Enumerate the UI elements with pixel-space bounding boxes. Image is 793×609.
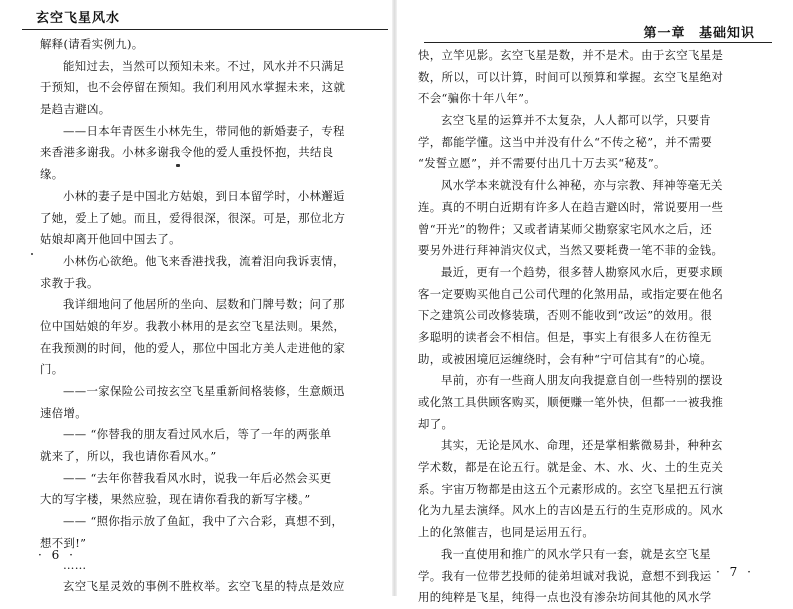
text-line: 于预知，也不会停留在预知。我们利用风水掌握未来，这就 (40, 80, 346, 95)
text-line: 在我预测的时间，他的爱人，那位中国北方美人走进他的家 (40, 340, 346, 355)
scan-speck (176, 164, 180, 167)
text-line: 小林的妻子是中国北方姑娘，到日本留学时，小林邂逅 (63, 188, 345, 203)
header-rule (22, 29, 388, 30)
text-line: 玄空飞星灵效的事例不胜枚举。玄空飞星的特点是效应 (63, 579, 345, 594)
running-head: 第一章 基础知识 (643, 26, 755, 41)
text-line: 能知过去，当然可以预知未来。不过，风水并不只满足 (63, 58, 345, 73)
text-line: 门。 (40, 362, 64, 377)
text-line: 快，立竿见影。玄空飞星是数，并不是术。由于玄空飞星是 (418, 48, 724, 62)
header-rule (424, 42, 772, 43)
page-number: · 7 · (716, 565, 754, 579)
text-line: 风水学本来就没有什么神秘，亦与宗教、拜神等毫无关 (441, 178, 723, 193)
text-line: 连。真的不明白近期有许多人在趋吉避凶时，常说要用一些 (418, 199, 724, 214)
text-line: 上的化煞催吉，也同是运用五行。 (418, 525, 595, 540)
page-number: · 6 · (38, 548, 76, 562)
text-line: 下之建筑公司改修装璜，否则不能收到“改运”的效用。很 (418, 308, 713, 323)
text-line: 姑娘却离开他回中国去了。 (40, 232, 181, 247)
text-line: …… (63, 557, 87, 572)
text-line: 化为九星去演绎。风水上的吉凶是五行的生克形成的。风水 (418, 503, 724, 518)
text-line: 学，都能学懂。这当中并没有什么“不传之秘”，并不需要 (418, 134, 713, 149)
text-line: 求教于我。 (40, 275, 99, 290)
text-line: 小林伤心欲绝。他飞来香港找我，流着泪向我诉衷情， (63, 253, 345, 268)
text-line: 曾“开光”的物件；又或者请某师父勘察家宅风水之后，还 (418, 221, 713, 236)
text-line: 数，所以，可以计算，时间可以预算和掌握。玄空飞星绝对 (418, 69, 724, 84)
text-line: 学术数，都是在论五行。就是金、木、水、火、土的生克关 (418, 460, 724, 475)
text-line: 不会“骗你十年八年”。 (418, 91, 537, 106)
text-line: 解释(请看实例九)。 (40, 37, 144, 51)
text-line: 其实，无论是风水、命理，还是掌相紫微易卦，种种玄 (441, 438, 723, 453)
text-line: ——一家保险公司按玄空飞星重新间格装修，生意颇迅 (63, 384, 345, 398)
text-line: 助，或被困境厄运缠绕时，会有种“宁可信其有”的心境。 (418, 351, 713, 366)
text-line: —— “你替我的朋友看过风水后，等了一年的两张单 (63, 427, 332, 442)
scan-speck (31, 253, 33, 255)
text-line: 要另外进行拜神消灾仪式，当然又要耗费一笔不菲的金钱。 (418, 243, 724, 258)
text-line: 就来了，所以，我也请你看风水。” (40, 449, 217, 464)
text-line: 或化煞工具供顾客购买，顺便赚一笔外快，但都一一被我推 (418, 395, 724, 409)
text-line: 缘。 (40, 167, 64, 182)
text-line: 用的纯粹是飞星，纯得一点也没有渗杂坊间其他的风水学 (418, 590, 712, 605)
text-line: 早前，亦有一些商人朋友向我提意自创一些特别的摆设 (441, 373, 723, 388)
text-line: 想不到!” (40, 535, 87, 550)
text-line: 最近，更有一个趋势，很多替人勘察风水后，更要求顾 (441, 264, 723, 279)
text-line: —— “照你指示放了鱼缸，我中了六合彩，真想不到， (63, 514, 344, 529)
body-text (40, 34, 366, 598)
text-line: 了她，爱上了她。而且，爱得很深，很深。可是，那位北方 (40, 210, 346, 225)
text-line: 位中国姑娘的年岁。我教小林用的是玄空飞星法则。果然， (40, 318, 346, 333)
right-page (398, 0, 793, 605)
running-head: 玄空飞星风水 (36, 11, 121, 26)
text-line: 大的写字楼，果然应验，现在请你看我的新写字楼。” (40, 492, 311, 507)
text-line: “发誓立愿”，并不需要付出几十万去买“秘芨”。 (418, 156, 666, 171)
text-line: 客一定要购买他自己公司代理的化煞用品，或指定要在他名 (418, 286, 724, 301)
text-line: 学。我有一位带艺投师的徒弟坦诚对我说，意想不到我运 (418, 568, 712, 583)
text-line: 多聪明的读者会不相信。但是，事实上有很多人在彷徨无 (418, 329, 712, 344)
text-line: —— “去年你替我看风水时，说我一年后必然会买更 (63, 470, 332, 485)
text-line: ——日本年青医生小林先生，带同他的新婚妻子，专程 (63, 123, 345, 138)
text-line: 我一直使用和推广的风水学只有一套，就是玄空飞星 (441, 546, 712, 561)
left-page (0, 0, 393, 596)
text-line: 来香港多谢我。小林多谢我令他的爱人重投怀抱，共结良 (40, 145, 334, 160)
text-line: 我详细地问了他居所的坐向、层数和门牌号数；问了那 (63, 297, 345, 312)
text-line: 玄空飞星的运算并不太复杂，人人都可以学，只要肯 (441, 113, 712, 128)
text-line: 速倍增。 (40, 405, 87, 420)
text-line: 系。宇宙万物都是由这五个元素形成的。玄空飞星把五行演 (418, 481, 724, 496)
text-line: 是趋吉避凶。 (40, 102, 111, 117)
book-gutter (392, 0, 397, 596)
body-text (418, 45, 746, 609)
text-line: 却了。 (418, 416, 454, 431)
